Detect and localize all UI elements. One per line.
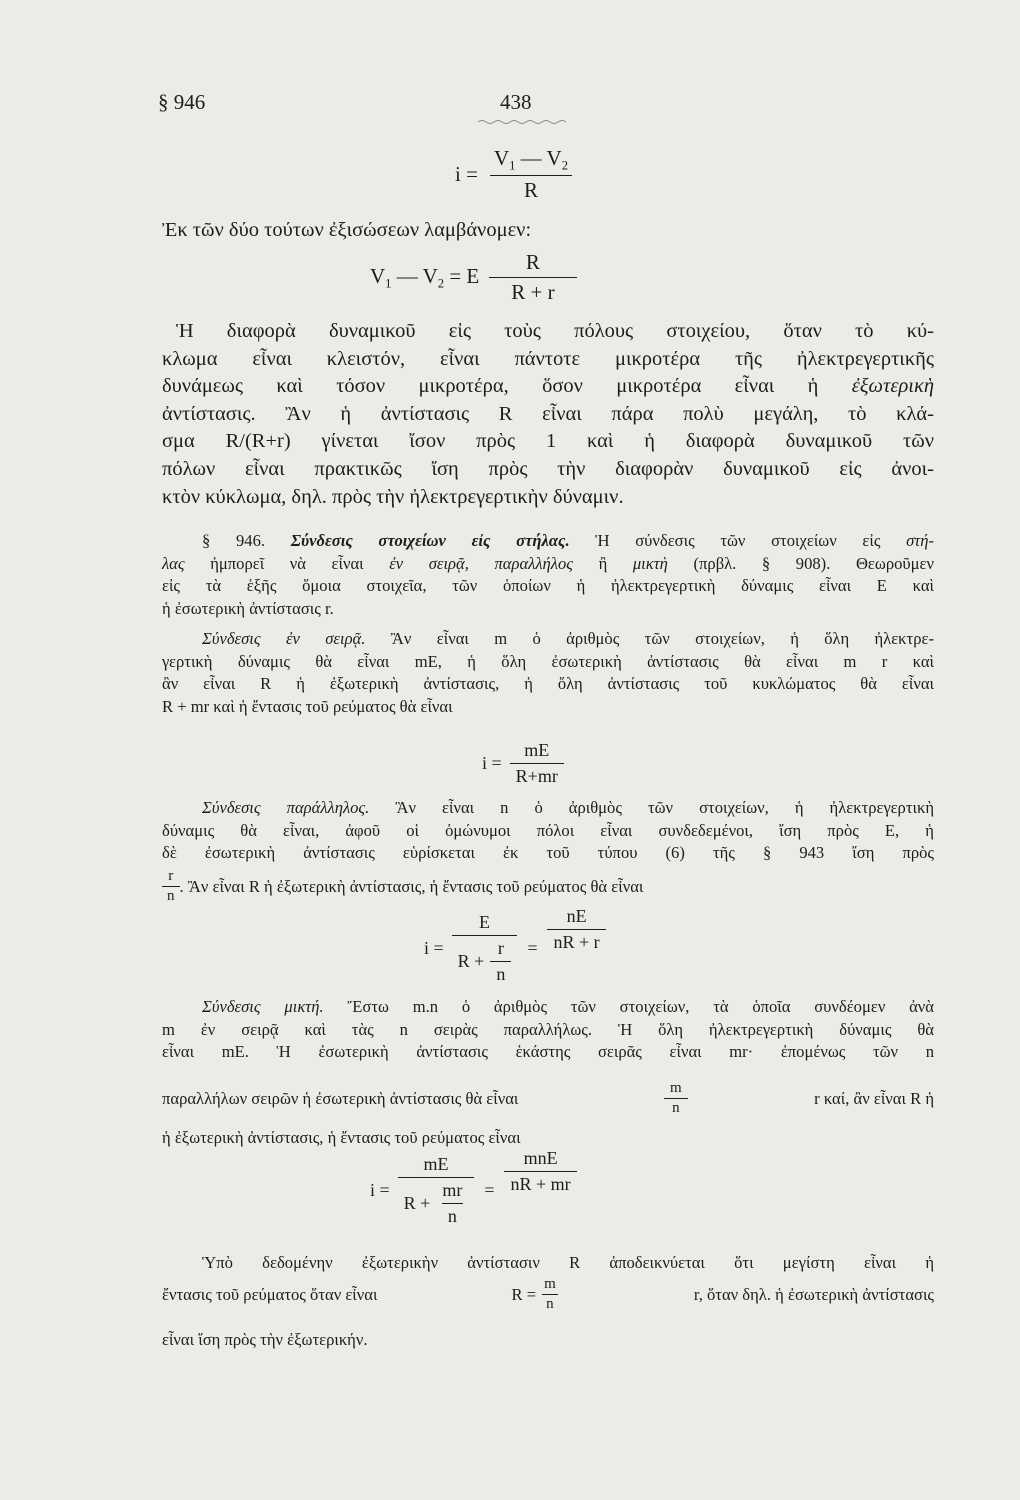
serial-eq-lhs: i =: [482, 753, 502, 773]
serial-line-4: R + mr καὶ ἡ ἔντασις τοῦ ρεύματος θὰ εἶναι: [162, 697, 453, 717]
parallel-eq-den-1-r: R +: [457, 951, 485, 971]
mixed-line-1: [162, 996, 934, 1019]
eq1-v1: V: [493, 146, 510, 170]
p1-line-4: ἀντίστασις. Ἂν ἡ ἀντίστασις R εἶναι πάρα πολὺ μεγάλη, τὸ κλά-: [162, 402, 934, 425]
final-m: m: [544, 1276, 556, 1292]
final-line-2: [162, 1276, 934, 1313]
s946-line-4: ἡ ἐσωτερικὴ ἀντίστασις r.: [162, 599, 334, 619]
s946-line-1-italic: στή-: [906, 531, 934, 550]
eq2-v2: V: [422, 263, 438, 288]
p1-line-1: Ἡ διαφορὰ δυναμικοῦ εἰς τοὺς πόλους στοιχείου, ὅταν τὸ κύ-: [176, 320, 934, 342]
p1-external-word: ἐξωτερικὴ: [851, 375, 934, 398]
serial-line-1-text: Ἂν εἶναι m ὁ ἀριθμὸς τῶν στοιχείων, ἡ ὅλη ἠλεκτρε-: [365, 629, 934, 648]
parallel-n: n: [162, 886, 180, 905]
equation-serial: [482, 740, 564, 787]
eq1-fraction: [488, 146, 574, 203]
parallel-eq-lhs: i =: [424, 938, 444, 958]
eq2-equals-e: = E: [444, 263, 480, 288]
mixed-n: n: [664, 1098, 688, 1117]
s946-line-2: [162, 553, 934, 576]
parallel-line-2: δύναμις θὰ εἶναι, ἀφοῦ οἱ ὁμώνυμοι πόλοι εἶναι συνδεδεμένοι, ἴση πρὸς E, ἡ: [162, 820, 934, 840]
s946-number: § 946.: [202, 531, 266, 550]
mixed-line-2: m ἐν σειρᾷ καὶ τὰς n σειρὰς παραλλήλως. Ἡ ὅλη ἠλεκτρεγερτικὴ δύναμις θὰ: [162, 1019, 934, 1039]
final-line-2-b: r, ὅταν δηλ. ἡ ἐσωτερικὴ ἀντίστασις: [693, 1284, 934, 1304]
mixed-eq-inner-frac: [436, 1180, 468, 1227]
s946-line-2-b: ἢ: [572, 553, 633, 573]
serial-line-2: γερτικὴ δύναμις θὰ εἶναι mE, ἡ ὅλη ἐσωτερικὴ ἀντίστασις θὰ εἶναι m r καὶ: [162, 651, 934, 671]
equation-mixed: [370, 1148, 577, 1227]
mixed-eq-num-2: mnE: [523, 1148, 558, 1168]
equation-current: [455, 146, 574, 203]
s946-italic-mixed: μικτὴ: [632, 553, 668, 573]
mixed-line-1-text: Ἔστω m.n ὁ ἀριθμὸς τῶν στοιχείων, τὰ ὁποῖα συνδέομεν ἀνὰ: [323, 997, 934, 1016]
serial-line-3: ἂν εἶναι R ἡ ἐξωτερικὴ ἀντίστασις, ἡ ὅλη ἀντίστασις τοῦ κυκλώματος θὰ εἶναι: [162, 674, 934, 694]
mixed-title: Σύνδεσις μικτή.: [202, 997, 324, 1016]
final-line-3: εἶναι ἴση πρὸς τὴν ἐξωτερικήν.: [162, 1330, 368, 1349]
parallel-eq-num-1: E: [478, 912, 490, 932]
serial-eq-numerator: mE: [524, 740, 550, 760]
parallel-line-4-text: . Ἂν εἶναι R ἡ ἐξωτερικὴ ἀντίστασις, ἡ ἔντασις τοῦ ρεύματος θὰ εἶναι: [179, 876, 644, 896]
s946-line-1-text: Ἡ σύνδεσις τῶν στοιχείων εἰς: [569, 531, 881, 550]
s946-line-1: [162, 530, 934, 553]
eq1-numerator: [488, 146, 574, 175]
serial-eq-denominator: R+mr: [510, 763, 564, 787]
mixed-eq-inner-den: n: [442, 1203, 463, 1227]
eq2-minus: —: [391, 263, 423, 288]
p1-line-3: [162, 373, 934, 401]
mixed-m-over-n: [662, 1080, 690, 1117]
serial-title: Σύνδεσις ἐν σειρᾷ.: [202, 629, 366, 648]
eq2-denominator: R + r: [489, 277, 576, 305]
subsection-parallel: [162, 797, 934, 865]
final-condition: [512, 1276, 560, 1313]
final-line-2-a: ἔντασις τοῦ ρεύματος ὅταν εἶναι: [162, 1284, 378, 1304]
mixed-eq-fraction-1: [398, 1154, 475, 1227]
parallel-line-1-text: Ἂν εἶναι n ὁ ἀριθμὸς τῶν στοιχείων, ἡ ἠλεκτρεγερτικὴ: [369, 798, 934, 817]
final-r-equals: R =: [511, 1284, 537, 1304]
mixed-m: m: [670, 1080, 682, 1096]
mixed-line-4-right: [662, 1080, 934, 1117]
parallel-r-over-n: [162, 868, 180, 905]
mixed-eq-equals: =: [484, 1180, 495, 1200]
s946-line-3: εἰς τὰ ἑξῆς ὅμοια στοιχεῖα, τῶν ὁποίων ἡ ἠλεκτρεγερτικὴ δύναμις εἶναι E καὶ: [162, 576, 934, 596]
text-line-ek: Ἐκ τῶν δύο τούτων ἐξισώσεων λαμβάνομεν:: [162, 219, 532, 241]
parallel-line-3: δὲ ἐσωτερικὴ ἀντίστασις εὑρίσκεται ἐκ τοῦ τύπου (6) τῆς § 943 ἴση πρὸς: [162, 843, 934, 863]
parallel-eq-inner-den: n: [490, 961, 511, 985]
eq2-v1-sub: 1: [385, 276, 392, 291]
parallel-eq-fraction-2: [547, 906, 605, 953]
parallel-eq-den-2: nR + r: [547, 929, 605, 953]
eq1-denominator: R: [490, 175, 572, 203]
mixed-eq-fraction-2: [504, 1148, 576, 1195]
serial-line-1: [162, 628, 934, 651]
paragraph-potential-difference: [162, 318, 934, 511]
equation-voltage-drop: [370, 250, 577, 305]
parallel-line-1: [162, 797, 934, 820]
s946-italic-series: ἐν σειρᾷ, παραλλήλος: [389, 553, 573, 573]
eq1-minus: —: [515, 146, 547, 170]
mixed-eq-den-1-r: R +: [403, 1193, 431, 1213]
parallel-eq-num-2: nE: [566, 906, 587, 926]
p1-line-3-text: δυνάμεως καὶ τόσον μικροτέρα, ὅσον μικροτέρα εἶναι ἡ: [162, 375, 819, 398]
s946-title: Σύνδεσις στοιχείων εἰς στήλας.: [290, 531, 570, 550]
paragraph-maximum-current: [162, 1252, 934, 1275]
eq2-fraction: [489, 250, 576, 305]
mixed-eq-lhs: i =: [370, 1180, 390, 1200]
parallel-eq-inner-frac: [490, 938, 511, 985]
equation-parallel: [424, 906, 606, 985]
mixed-eq-den-2: nR + mr: [504, 1171, 576, 1195]
final-m-over-n: [540, 1276, 560, 1313]
eq1-v1-sub: 1: [509, 158, 516, 173]
parallel-eq-inner-num: r: [497, 938, 504, 958]
eq2-v2-sub: 2: [437, 276, 445, 291]
mixed-line-5: ἡ ἐξωτερικὴ ἀντίστασις, ἡ ἔντασις τοῦ ρεύματος εἶναι: [162, 1128, 521, 1147]
parallel-eq-fraction-1: [452, 912, 518, 985]
page-number-ornament: [478, 118, 570, 126]
mixed-line-4-a: παραλλήλων σειρῶν ἡ ἐσωτερικὴ ἀντίστασις θὰ εἶναι: [162, 1088, 519, 1108]
subsection-serial: [162, 628, 934, 719]
parallel-eq-equals: =: [527, 938, 538, 958]
mixed-line-4: [162, 1080, 934, 1117]
mixed-eq-den-1: [398, 1177, 475, 1227]
parallel-line-4: [162, 868, 643, 905]
p1-line-7: κτὸν κύκλωμα, δηλ. πρὸς τὴν ἠλεκτρεγερτικὴν δύναμιν.: [162, 485, 624, 508]
eq2-numerator: R: [525, 250, 540, 274]
p1-line-6: πόλων εἶναι πρακτικῶς ἴση πρὸς τὴν διαφορὰν δυναμικοῦ εἰς ἀνοι-: [162, 457, 934, 480]
s946-italic-las: λας: [162, 553, 185, 573]
s946-line-2-a: ἠμπορεῖ νὰ εἶναι: [184, 553, 390, 573]
parallel-title: Σύνδεσις παράλληλος.: [202, 798, 370, 817]
mixed-line-3: εἶναι mE. Ἡ ἐσωτερικὴ ἀντίστασις ἑκάστης σειρᾶς εἶναι mr· ἐπομένως τῶν n: [162, 1042, 934, 1062]
p1-line-2: κλωμα εἶναι κλειστόν, εἶναι πάντοτε μικροτέρα τῆς ἠλεκτρεγερτικῆς: [162, 347, 934, 370]
eq1-lhs: i =: [455, 162, 478, 187]
mixed-eq-num-1: mE: [423, 1154, 449, 1174]
eq1-v2-sub: 2: [561, 158, 568, 173]
eq2-lhs: [370, 264, 479, 291]
serial-eq-fraction: [510, 740, 564, 787]
eq1-v2: V: [546, 146, 562, 170]
p1-line-5: σμα R/(R+r) γίνεται ἴσον πρὸς 1 καὶ ἡ διαφορὰ δυναμικοῦ τῶν: [162, 430, 934, 453]
mixed-line-4-b: r καί, ἂν εἶναι R ἡ: [814, 1088, 934, 1108]
mixed-eq-inner-num: mr: [442, 1180, 463, 1200]
section-946: [162, 530, 934, 621]
final-line-1: Ὑπὸ δεδομένην ἐξωτερικὴν ἀντίστασιν R ἀποδεικνύεται ὅτι μεγίστη εἶναι ἡ: [202, 1253, 934, 1272]
s946-line-2-c: (πρβλ. § 908). Θεωροῦμεν: [667, 553, 934, 573]
subsection-mixed: [162, 996, 934, 1064]
eq2-v1: V: [370, 263, 386, 288]
section-mark: § 946: [158, 90, 206, 114]
parallel-r: r: [168, 868, 174, 884]
parallel-eq-den-1: [452, 935, 518, 985]
page-number: 438: [500, 90, 532, 114]
final-n: n: [542, 1294, 558, 1313]
